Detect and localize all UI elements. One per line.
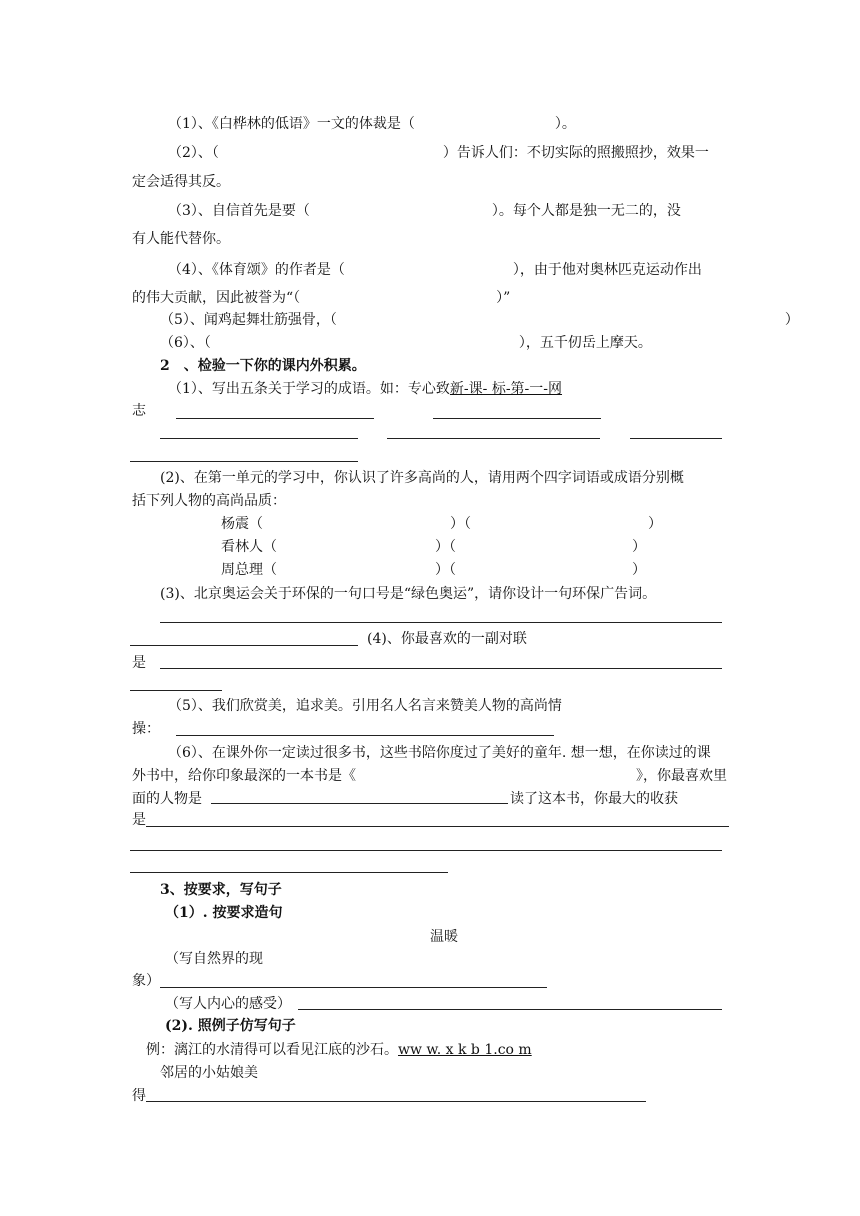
person-kanlinren-mid: ）（: [435, 539, 456, 555]
question-2-1-zhi: 志: [132, 403, 146, 419]
section-3-heading: 3、按要求，写句子: [160, 882, 282, 898]
person-kanlinren-end: ）: [632, 539, 646, 555]
person-kanlinren: 看林人（: [221, 539, 277, 555]
question-2-6-line2: 外书中，给你印象最深的一本书是《 》，你最喜欢里: [132, 768, 727, 784]
question-1-4-line1: （4）、《体育颂》的作者是（ ），由于他对奥林匹克运动作出: [168, 262, 702, 278]
person-zhouzongli-mid: ）（: [435, 562, 456, 578]
person-zhouzongli-end: ）: [632, 562, 646, 578]
answer-line[interactable]: [160, 987, 547, 988]
answer-line[interactable]: [130, 645, 358, 646]
question-1-6: （6）、（ ），五千仞岳上摩天。: [160, 335, 652, 351]
person-yangzhen: 杨震（: [221, 516, 263, 532]
question-2-2-line2: 括下列人物的高尚品质：: [132, 493, 286, 509]
answer-line[interactable]: [433, 418, 601, 419]
question-1-2-line2: 定会适得其反。: [132, 174, 230, 190]
target-word: 温暖: [430, 929, 458, 945]
answer-line[interactable]: [176, 735, 554, 736]
answer-line[interactable]: [387, 438, 600, 439]
person-yangzhen-mid: ）（: [450, 516, 471, 532]
answer-line[interactable]: [630, 438, 722, 439]
section-3-2-heading: (2). 照例子仿写句子: [165, 1018, 296, 1034]
answer-line[interactable]: [160, 622, 722, 623]
section-2-heading: 2 、检验一下你的课内外积累。: [160, 358, 366, 374]
answer-line[interactable]: [160, 438, 358, 439]
person-zhouzongli: 周总理（: [221, 562, 277, 578]
question-2-6-shi: 是: [132, 812, 146, 828]
answer-line[interactable]: [160, 668, 722, 669]
question-1-1: （1）、《白桦林的低语》一文的体裁是（ ）。: [168, 116, 576, 132]
answer-line[interactable]: [146, 1101, 646, 1102]
question-2-3: (3)、北京奥运会关于环保的一句口号是“绿色奥运”，请你设计一句环保广告词。: [160, 586, 657, 602]
question-1-2-line1: （2）、（ ）告诉人们：不切实际的照搬照抄，效果一: [168, 145, 709, 161]
answer-line[interactable]: [176, 418, 374, 419]
question-2-5-line1: （5）、我们欣赏美，追求美。引用名人名言来赞美人物的高尚情: [168, 698, 562, 714]
question-2-6-line3-a: 面的人物是: [132, 791, 202, 807]
answer-line[interactable]: [298, 1009, 722, 1010]
neighbor-prompt-b: 得: [132, 1088, 146, 1104]
question-2-4: (4)、你最喜欢的一副对联: [367, 631, 527, 647]
answer-line[interactable]: [130, 690, 222, 691]
question-2-1: [168, 380, 562, 398]
section-3-1-heading: （1）. 按要求造句: [165, 905, 283, 921]
heart-prompt: （写人内心的感受）: [165, 996, 291, 1012]
watermark-link[interactable]: 新-课- 标-第-一-网: [449, 381, 563, 397]
example-text: 例：漓江的水清得可以看见江底的沙石。: [146, 1042, 398, 1058]
nature-prompt-b: 象）: [132, 973, 160, 989]
question-2-5-line2: 操：: [132, 721, 160, 737]
question-2-6-line1: （6）、在课外你一定读过很多书，这些书陪你度过了美好的童年. 想一想，在你读过的课: [168, 745, 711, 761]
question-1-3-line2: 有人能代替你。: [132, 231, 230, 247]
answer-line[interactable]: [130, 850, 722, 851]
example-sentence: [146, 1041, 532, 1059]
answer-line[interactable]: [130, 872, 448, 873]
answer-line[interactable]: [146, 826, 729, 827]
question-2-1-text: （1）、写出五条关于学习的成语。如：专心致: [168, 381, 450, 397]
question-1-4-line2: 的伟大贡献，因此被誉为“（ ）”: [132, 290, 511, 306]
neighbor-prompt-a: 邻居的小姑娘美: [160, 1065, 258, 1081]
person-yangzhen-end: ）: [648, 516, 662, 532]
answer-line[interactable]: [211, 803, 508, 804]
nature-prompt-a: （写自然界的现: [165, 951, 263, 967]
question-1-3-line1: （3）、自信首先是要（ ）。每个人都是独一无二的，没: [168, 203, 681, 219]
answer-line[interactable]: [130, 461, 358, 462]
question-1-5: （5）、闻鸡起舞壮筋强骨，（ ）: [160, 312, 799, 328]
question-2-2-line1: (2)、在第一单元的学习中，你认识了许多高尚的人，请用两个四字词语或成语分别概: [160, 470, 684, 486]
watermark-link[interactable]: ww w. x k b 1.co m: [398, 1042, 532, 1058]
question-2-4-shi: 是: [132, 655, 146, 671]
question-2-6-line3-b: 读了这本书，你最大的收获: [510, 791, 678, 807]
